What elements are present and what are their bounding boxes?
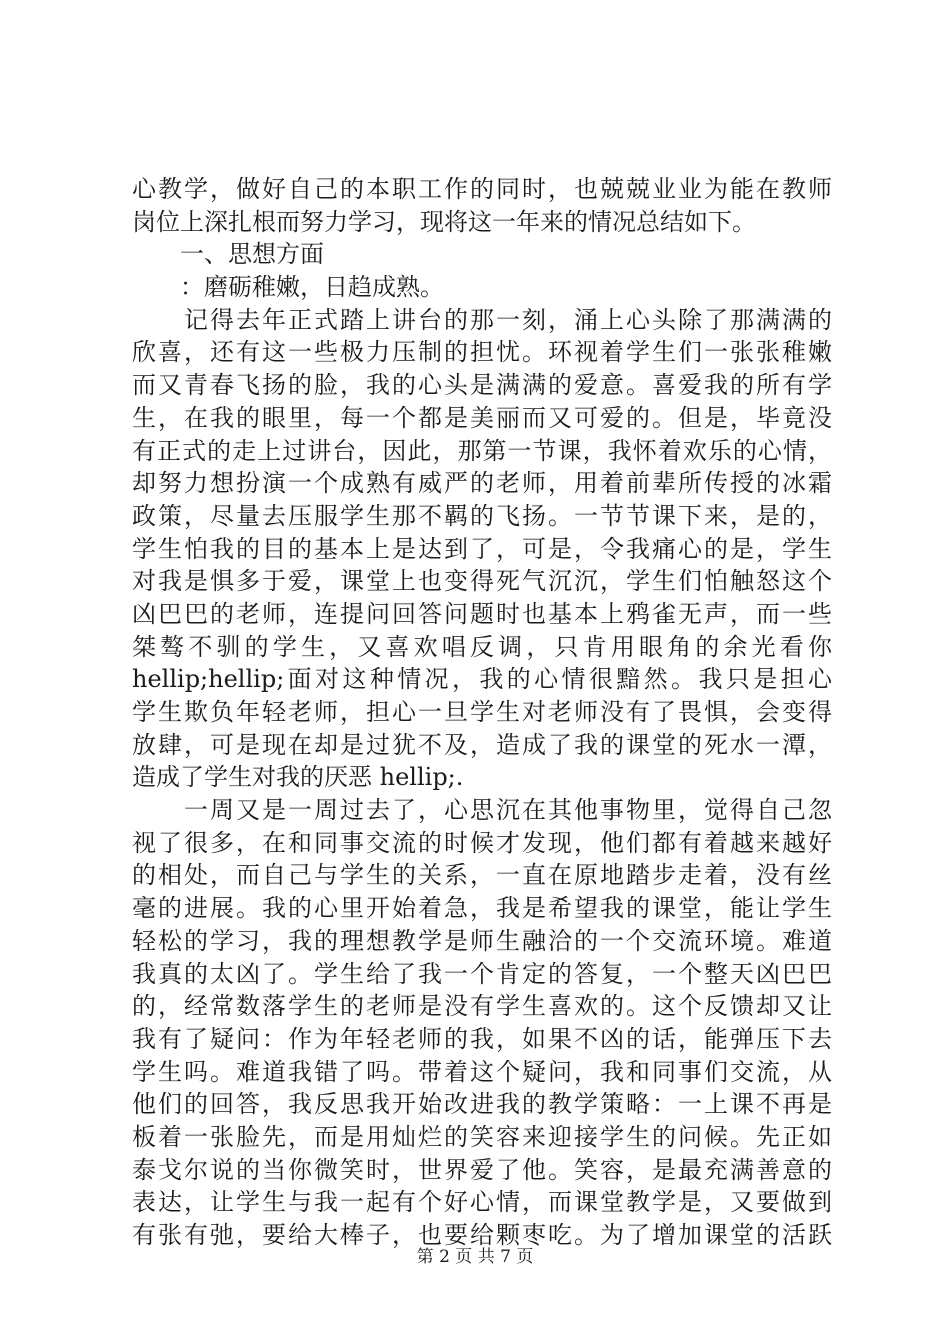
text-line: 心教学，做好自己的本职工作的同时，也兢兢业业为能在教师 bbox=[132, 175, 832, 203]
text-line: 一、思想方面 bbox=[132, 240, 324, 269]
page-footer: 第 2 页 共 7 页 bbox=[416, 1247, 534, 1267]
text-line: 岗位上深扎根而努力学习，现将这一年来的情况总结如下。 bbox=[132, 207, 756, 236]
text-line: 桀骜不驯的学生，又喜欢唱反调，只肯用眼角的余光看你 bbox=[132, 632, 832, 661]
text-line: 板着一张脸先，而是用灿烂的笑容来迎接学生的问候。先正如 bbox=[132, 1122, 832, 1151]
text-line: 泰戈尔说的当你微笑时，世界爱了他。笑容，是最充满善意的 bbox=[132, 1155, 832, 1184]
text-line: 表达，让学生与我一起有个好心情，而课堂教学是，又要做到 bbox=[132, 1188, 832, 1217]
text-line: 的相处，而自己与学生的关系，一直在原地踏步走着，没有丝 bbox=[132, 861, 832, 890]
text-line: hellip;hellip;面对这种情况，我的心情很黯然。我只是担心 bbox=[132, 665, 832, 694]
text-line: 凶巴巴的老师，连提问回答问题时也基本上鸦雀无声，而一些 bbox=[132, 599, 832, 628]
text-line: 的，经常数落学生的老师是没有学生喜欢的。这个反馈却又让 bbox=[132, 992, 832, 1021]
document-body bbox=[132, 173, 832, 1252]
text-line: 政策，尽量去压服学生那不羁的飞扬。一节节课下来，是的， bbox=[132, 501, 832, 530]
text-line: 记得去年正式踏上讲台的那一刻，涌上心头除了那满满的 bbox=[132, 305, 832, 334]
text-line: 有正式的走上过讲台，因此，那第一节课，我怀着欢乐的心情， bbox=[132, 436, 832, 465]
text-line: 学生欺负年轻老师，担心一旦学生对老师没有了畏惧，会变得 bbox=[132, 698, 832, 726]
text-line: 欣喜，还有这一些极力压制的担忧。环视着学生们一张张稚嫩 bbox=[132, 338, 832, 367]
text-line: 我真的太凶了。学生给了我一个肯定的答复，一个整天凶巴巴 bbox=[132, 959, 832, 988]
text-line: 他们的回答，我反思我开始改进我的教学策略：一上课不再是 bbox=[132, 1090, 832, 1119]
text-line: 毫的进展。我的心里开始着急，我是希望我的课堂，能让学生 bbox=[132, 894, 832, 923]
text-line: 我有了疑问：作为年轻老师的我，如果不凶的话，能弹压下去 bbox=[132, 1024, 832, 1053]
text-line: 生，在我的眼里，每一个都是美丽而又可爱的。但是，毕竟没 bbox=[132, 403, 832, 432]
text-line: 有张有弛，要给大棒子，也要给颗枣吃。为了增加课堂的活跃 bbox=[132, 1221, 832, 1249]
text-line: 视了很多，在和同事交流的时候才发现，他们都有着越来越好 bbox=[132, 828, 832, 857]
text-line: 造成了学生对我的厌恶 hellip;. bbox=[132, 763, 464, 792]
text-line: 学生怕我的目的基本上是达到了，可是，令我痛心的是，学生 bbox=[132, 534, 832, 563]
text-line: 对我是惧多于爱，课堂上也变得死气沉沉，学生们怕触怒这个 bbox=[132, 567, 832, 596]
text-line: 放肆，可是现在却是过犹不及，造成了我的课堂的死水一潭， bbox=[132, 730, 832, 759]
text-line: ：磨砺稚嫩，日趋成熟。 bbox=[132, 273, 444, 302]
text-line: 却努力想扮演一个成熟有威严的老师，用着前辈所传授的冰霜 bbox=[132, 469, 832, 498]
text-line: 学生吗。难道我错了吗。带着这个疑问，我和同事们交流，从 bbox=[132, 1057, 832, 1086]
text-line: 轻松的学习，我的理想教学是师生融洽的一个交流环境。难道 bbox=[132, 926, 832, 955]
text-line: 而又青春飞扬的脸，我的心头是满满的爱意。喜爱我的所有学 bbox=[132, 371, 832, 400]
text-line: 一周又是一周过去了，心思沉在其他事物里，觉得自己忽 bbox=[132, 796, 832, 825]
